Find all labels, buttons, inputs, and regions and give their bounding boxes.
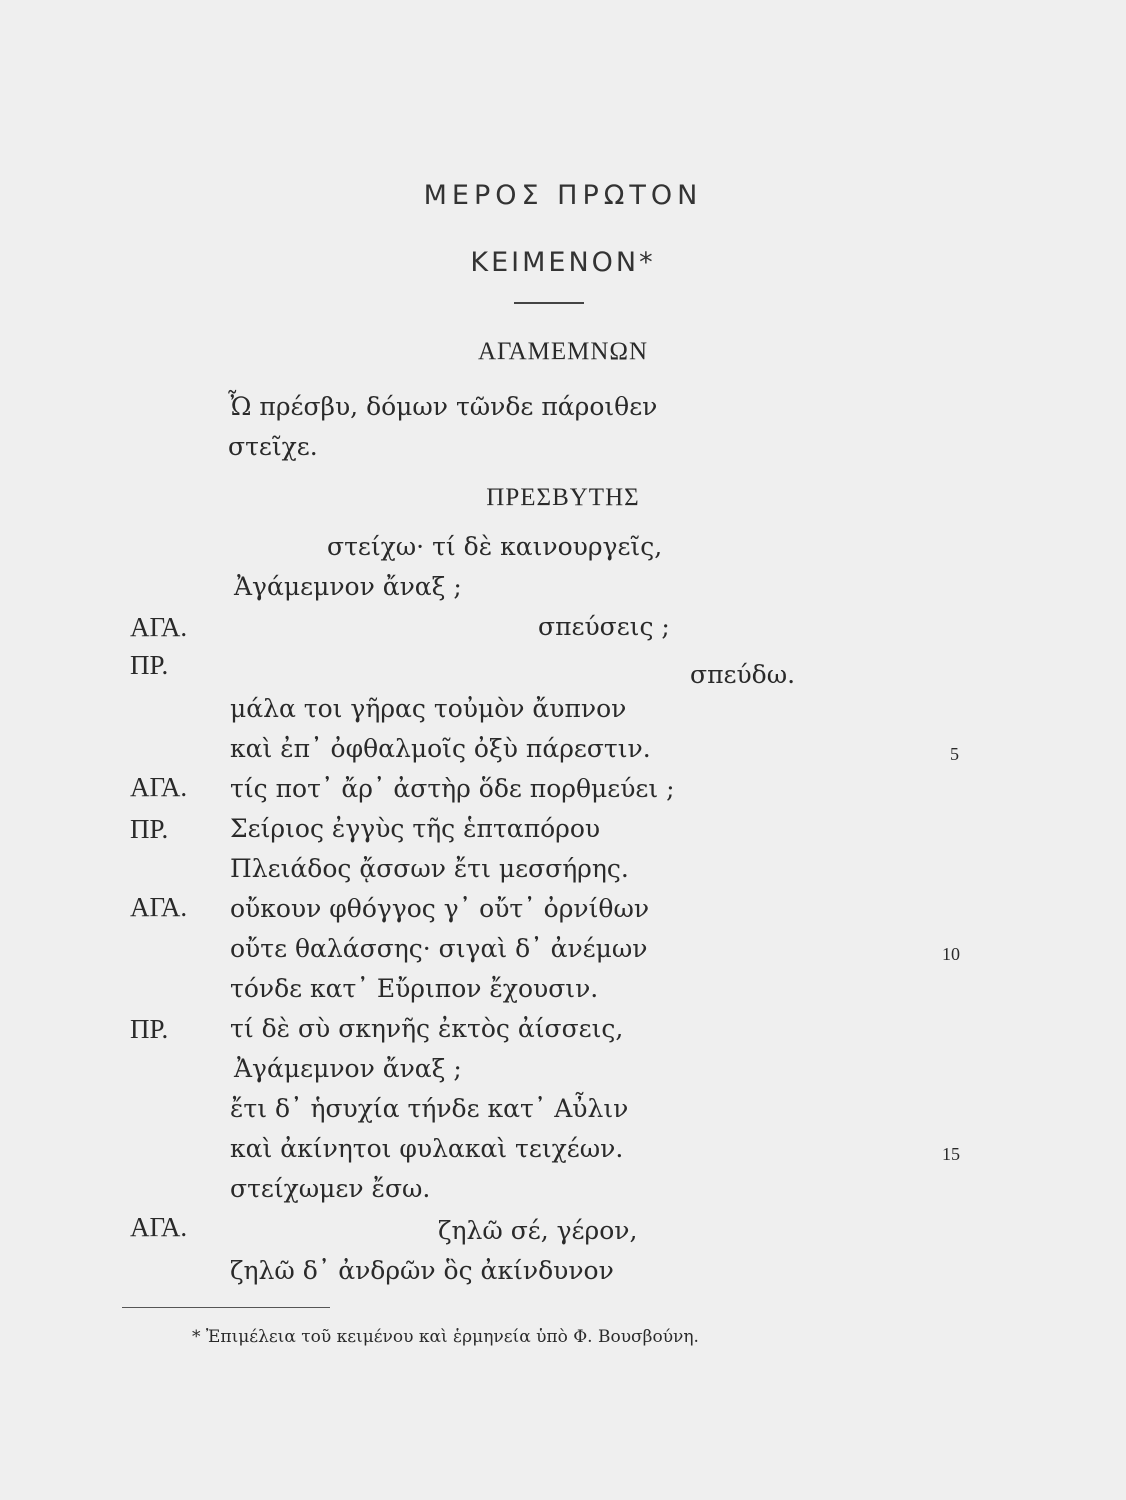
verse-line-16: Ἀγάμεμνον ἄναξ ; — [234, 1054, 462, 1083]
part-title: ΜΕΡΟΣ ΠΡΩΤΟΝ — [423, 180, 703, 211]
line-number-5: 5 — [950, 744, 959, 764]
verse-line-10: Σείριος ἐγγὺς τῆς ἑπταπόρου — [230, 814, 601, 843]
speaker-label-aga: ΑΓΑ. — [130, 1212, 188, 1242]
verse-line-7: μάλα τοι γῆρας τοὐμὸν ἄυπνον — [230, 694, 627, 723]
verse-line-20: ζηλῶ σέ, γέρον, — [438, 1216, 638, 1245]
speaker-label-aga: ΑΓΑ. — [130, 772, 188, 802]
title-divider — [514, 302, 584, 304]
speaker-label-pr: ΠΡ. — [130, 1014, 169, 1044]
line-number-10: 10 — [942, 944, 960, 964]
verse-line-9: τίς ποτ᾽ ἄρ᾽ ἀστὴρ ὅδε πορθμεύει ; — [230, 774, 675, 803]
footnote-divider — [122, 1307, 330, 1308]
footnote: * Ἐπιμέλεια τοῦ κειμένου καὶ ἑρμηνεία ὑπὸ Φ. Βουσβούνη. — [192, 1327, 699, 1347]
verse-line-6: σπεύδω. — [690, 660, 796, 689]
verse-line-11: Πλειάδος ᾄσσων ἔτι μεσσήρης. — [230, 854, 629, 883]
speaker-label-aga: ΑΓΑ. — [130, 612, 188, 642]
verse-line-3: στείχω· τί δὲ καινουργεῖς, — [327, 532, 663, 561]
verse-line-1: Ὦ πρέσβυ, δόμων τῶνδε πάροιθεν — [228, 392, 658, 421]
verse-line-14: τόνδε κατ᾽ Εὔριπον ἔχουσιν. — [230, 974, 599, 1003]
verse-line-19: στείχωμεν ἔσω. — [230, 1174, 431, 1203]
speaker-presbytes: ΠΡΕΣΒΥΤΗΣ — [486, 484, 640, 511]
speaker-label-pr: ΠΡ. — [130, 814, 169, 844]
verse-line-4: Ἀγάμεμνον ἄναξ ; — [234, 572, 462, 601]
speaker-label-pr: ΠΡ. — [130, 650, 169, 680]
verse-line-2: στεῖχε. — [228, 432, 318, 461]
verse-line-5: σπεύσεις ; — [538, 612, 670, 641]
verse-line-17: ἔτι δ᾽ ἡσυχία τήνδε κατ᾽ Αὖλιν — [230, 1094, 629, 1123]
verse-line-18: καὶ ἀκίνητοι φυλακαὶ τειχέων. — [230, 1134, 624, 1163]
verse-line-13: οὔτε θαλάσσης· σιγαὶ δ᾽ ἀνέμων — [230, 934, 648, 963]
speaker-label-aga: ΑΓΑ. — [130, 892, 188, 922]
line-number-15: 15 — [942, 1144, 960, 1164]
text-title: ΚΕΙΜΕΝΟΝ* — [470, 247, 656, 278]
verse-line-21: ζηλῶ δ᾽ ἀνδρῶν ὃς ἀκίνδυνον — [230, 1256, 614, 1285]
verse-line-12: οὔκουν φθόγγος γ᾽ οὔτ᾽ ὀρνίθων — [230, 894, 650, 923]
speaker-agamemnon: ΑΓΑΜΕΜΝΩΝ — [477, 338, 649, 365]
verse-line-8: καὶ ἐπ᾽ ὀφθαλμοῖς ὀξὺ πάρεστιν. — [230, 734, 651, 763]
verse-line-15: τί δὲ σὺ σκηνῆς ἐκτὸς ἀίσσεις, — [230, 1014, 624, 1043]
